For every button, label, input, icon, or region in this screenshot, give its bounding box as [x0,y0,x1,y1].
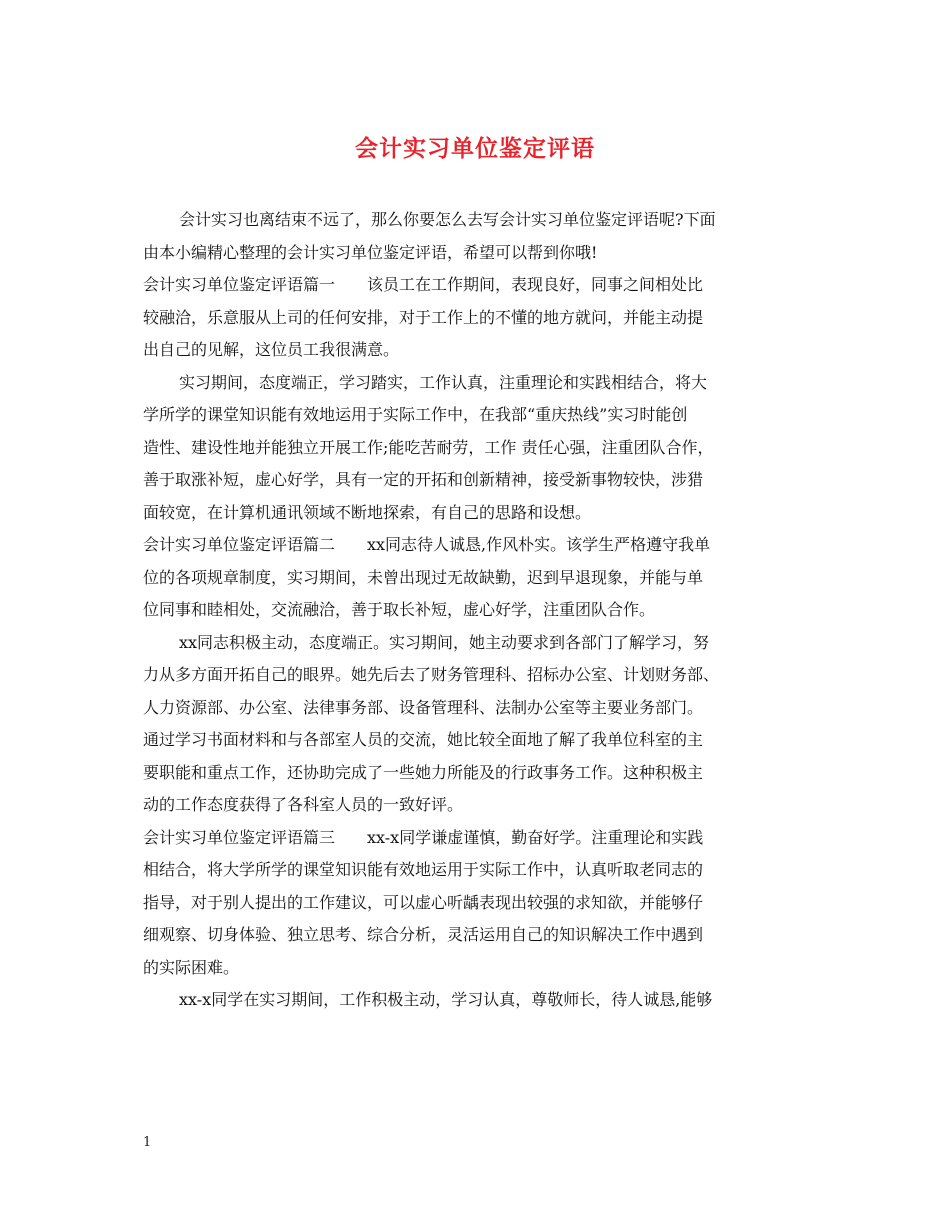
section-heading-line: 会计实习单位鉴定评语篇二 xx同志待人诚恳,作风朴实。该学生严格遵守我单 [143,535,711,554]
text-line: 位的各项规章制度，实习期间，未曾出现过无故缺勤，迟到早退现象，并能与单 [143,567,704,587]
text-line: 动的工作态度获得了各科室人员的一致好评。 [143,795,464,814]
text-line: xx同志积极主动，态度端正。实习期间，她主动要求到各部门了解学习，努 [179,632,710,652]
text-line: 出自己的见解，这位员工我很满意。 [143,340,400,359]
text-line: 相结合，将大学所学的课堂知识能有效地运用于实际工作中，认真听取老同志的 [143,860,704,879]
text-line: 由本小编精心整理的会计实习单位鉴定评语，希望可以帮到你哦! [143,242,598,262]
page-number: 1 [143,1135,152,1150]
text-line: 面较宽，在计算机通讯领域不断地探索，有自己的思路和设想。 [143,502,592,522]
text-line: 的实际困难。 [143,957,240,977]
text-line: 力从多方面开拓自己的眼界。她先后去了财务管理科、招标办公室、计划财务部、 [143,665,720,684]
text-line: 较融洽，乐意服从上司的任何安排，对于工作上的不懂的地方就问，并能主动提 [143,307,704,327]
document-title: 会计实习单位鉴定评语 [355,135,595,162]
text-line: 造性、建设性地并能独立开展工作;能吃苦耐劳，工作 责任心强，注重团队合作， [143,437,714,457]
text-line: xx-x同学在实习期间，工作积极主动，学习认真，尊敬师长，待人诚恳,能够 [179,990,713,1009]
text-line: 善于取涨补短，虚心好学，具有一定的开拓和创新精神，接受新事物较快，涉猎 [143,470,704,489]
text-line: 学所学的课堂知识能有效地运用于实际工作中，在我部“重庆热线”实习时能创 [143,405,688,424]
text-line: 人力资源部、办公室、法律事务部、设备管理科、法制办公室等主要业务部门。 [143,697,704,717]
text-line: 指导，对于别人提出的工作建议，可以虚心听龋表现出较强的求知欲，并能够仔 [143,892,704,912]
text-line: 会计实习也离结束不远了，那么你要怎么去写会计实习单位鉴定评语呢?下面 [179,210,716,229]
text-line: 要职能和重点工作，还协助完成了一些她力所能及的行政事务工作。这种积极主 [143,762,704,782]
section-heading-line: 会计实习单位鉴定评语篇三 xx-x同学谦虚谨慎，勤奋好学。注重理论和实践 [143,827,704,847]
text-line: 实习期间，态度端正，学习踏实，工作认真，注重理论和实践相结合，将大 [179,372,708,392]
text-line: 细观察、切身体验、独立思考、综合分析，灵活运用自己的知识解决工作中遇到 [143,925,704,944]
text-line: 通过学习书面材料和与各部室人员的交流，她比较全面地了解了我单位科室的主 [143,730,704,749]
text-line: 位同事和睦相处，交流融洽，善于取长补短，虚心好学，注重团队合作。 [143,600,656,619]
document-body [143,204,811,1017]
section-heading-line: 会计实习单位鉴定评语篇一 该员工在工作期间，表现良好，同事之间相处比 [143,275,704,294]
